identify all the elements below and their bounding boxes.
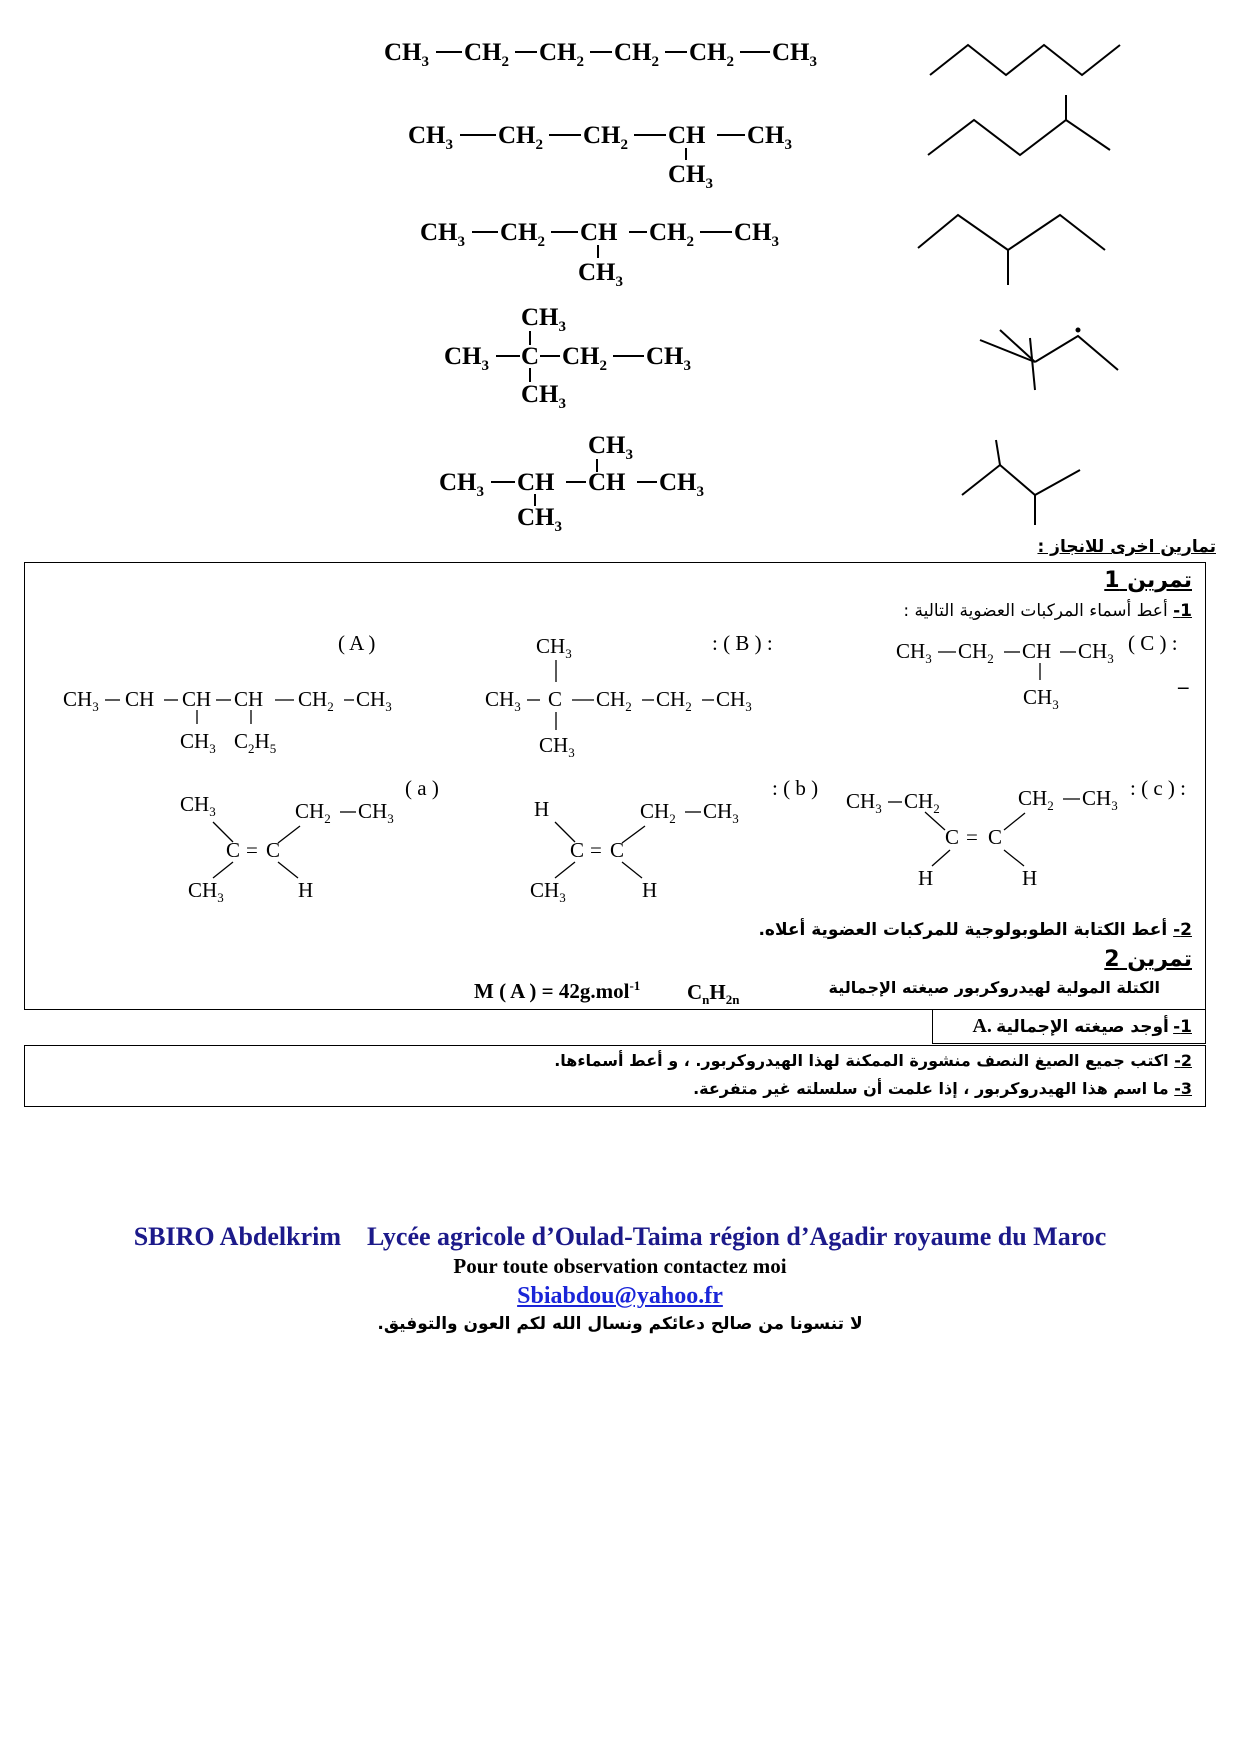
- svg-text:CH3: $CH_3$: [521, 381, 566, 412]
- svg-text:CH3: $CH_3$: [530, 878, 566, 905]
- molecule-b: [530, 797, 739, 905]
- svg-text:H: H: [298, 878, 314, 902]
- molecule-C: [896, 639, 1114, 712]
- label-B: : ( B ) :: [712, 631, 773, 655]
- svg-text:H: H: [534, 797, 550, 821]
- svg-text:CH: CH: [182, 687, 212, 711]
- svg-text:CH3: $CH_3$: [521, 304, 566, 335]
- svg-text:CH3: $CH_3$: [896, 639, 932, 666]
- svg-text:CH2: $CH_2$: [1018, 786, 1054, 813]
- svg-text:CH3: $CH_3$: [734, 219, 779, 250]
- svg-text:CH3: $CH_3$: [578, 259, 623, 290]
- svg-text:CH3: $CH_3$: [517, 504, 562, 535]
- svg-text:CH3: $CH_3$: [846, 789, 882, 816]
- example-2-2-dimethylbutane-formula: [444, 304, 691, 412]
- svg-text:CH3: $CH_3$: [408, 122, 453, 153]
- svg-text:CH3: $CH_3$: [180, 729, 216, 756]
- svg-text:CH2: $CH_2$: [500, 219, 545, 250]
- svg-text:C: C: [548, 687, 563, 711]
- svg-text:CH3: $CH_3$: [485, 687, 521, 714]
- svg-text:CH2: $CH_2$: [904, 789, 940, 816]
- svg-text:CH3: $CH_3$: [188, 878, 224, 905]
- label-A: ( A ): [338, 631, 376, 655]
- svg-text:CH3: $CH_3$: [539, 733, 575, 760]
- exercise-2-intro: الكتلة المولية لهيدروكربور صيغته الإجمالية: [828, 978, 1160, 997]
- label-C: ( C ) :: [1128, 631, 1178, 655]
- svg-text:CH2: $CH_2$: [649, 219, 694, 250]
- skeletal-hexane: [930, 45, 1120, 75]
- svg-text:C: C: [226, 838, 241, 862]
- svg-text:CH3: $CH_3$: [588, 432, 633, 463]
- skeletal-2-methylpentane: [928, 95, 1110, 155]
- svg-text:CH: CH: [1022, 639, 1052, 663]
- svg-text:CH2: $CH_2$: [498, 122, 543, 153]
- svg-text:CH: CH: [588, 469, 626, 496]
- exercise-1-title: تمرين 1: [1104, 568, 1192, 593]
- svg-text:CH3: $CH_3$: [444, 343, 489, 374]
- svg-text:CH2: $CH_2$: [596, 687, 632, 714]
- svg-text:CH3: $CH_3$: [1082, 786, 1118, 813]
- atom: CH: [384, 39, 422, 66]
- svg-text:CH: CH: [580, 219, 618, 246]
- svg-text:H: H: [1022, 866, 1038, 890]
- svg-text:CH3: $CH_3$: [439, 469, 484, 500]
- footer: [0, 1222, 1240, 1334]
- exercise-1-question-1: 1- أعط أسماء المركبات العضوية التالية :: [903, 601, 1192, 621]
- svg-text:CH3: $CH_3$: [703, 799, 739, 826]
- svg-text:H: H: [918, 866, 934, 890]
- svg-text:C: C: [610, 838, 625, 862]
- school-name: Lycée agricole d’Oulad-Taima région d’Agadir royaume du Maroc: [367, 1222, 1107, 1251]
- svg-text:CH3: $CH_3$: [1023, 685, 1059, 712]
- svg-text:CH: CH: [668, 122, 706, 149]
- svg-text:CH3: $CH_3$: [384, 39, 429, 70]
- exercise-2-question-1: 1- أوجد صيغته الإجمالية A.: [972, 1015, 1192, 1037]
- svg-text:CH3: $CH_3$: [772, 39, 817, 70]
- svg-text:CH3: $CH_3$: [646, 343, 691, 374]
- svg-text:CH3: $CH_3$: [668, 161, 713, 192]
- footer-prayer: لا تنسونا من صالح دعائكم ونسال الله لكم العون والتوفيق.: [377, 1314, 863, 1334]
- svg-text:H: H: [642, 878, 658, 902]
- example-2-3-dimethylbutane-formula: [439, 432, 704, 535]
- svg-text:CH2: $CH_2$: [689, 39, 734, 70]
- example-3-methylpentane-formula: [420, 219, 779, 290]
- exercise-1-formulas: [24, 562, 1206, 1010]
- exercise-2-question-3: 3- ما اسم هذا الهيدروكربور ، إذا علمت أن سلسلته غير متفرعة.: [693, 1079, 1192, 1098]
- footer-contact: Pour toute observation contactez moi: [453, 1254, 787, 1278]
- svg-text:C2H5: $C_2H_5$: [234, 729, 277, 756]
- exercise-2-question-2: 2- اكتب جميع الصيغ النصف منشورة الممكنة لهذا الهيدروكربور. ، و أعط أسماءها.: [554, 1051, 1192, 1070]
- svg-text:CH3: $CH_3$: [536, 634, 572, 661]
- svg-text:CH2: $CH_2$: [958, 639, 994, 666]
- svg-text:=: =: [246, 838, 258, 862]
- svg-text:CH2: $CH_2$: [464, 39, 509, 70]
- svg-text:CH3: $CH_3$: [63, 687, 99, 714]
- svg-text:=: =: [966, 825, 978, 849]
- svg-text:CH3: $CH_3$: [356, 687, 392, 714]
- skeletal-2-3-dimethylbutane: [962, 440, 1080, 525]
- exercise-2-molar-mass: M ( A ) = 42g.mol$^{-1}$: [474, 978, 641, 1003]
- svg-text:CH3: $CH_3$: [1078, 639, 1114, 666]
- svg-text:C: C: [570, 838, 585, 862]
- molecule-c: [846, 786, 1118, 890]
- svg-text:CH3: $CH_3$: [420, 219, 465, 250]
- author-name: SBIRO Abdelkrim: [133, 1222, 342, 1251]
- svg-text:CH2: $CH_2$: [583, 122, 628, 153]
- exercise-2-title: تمرين 2: [1104, 947, 1192, 972]
- svg-text:CH3: $CH_3$: [747, 122, 792, 153]
- svg-text:CH: CH: [517, 469, 555, 496]
- svg-text:CH2: $CH_2$: [640, 799, 676, 826]
- molecule-a: [180, 792, 394, 905]
- label-a: ( a ): [405, 776, 439, 800]
- example-hexane-formula: [384, 39, 817, 70]
- svg-text:CH2: $CH_2$: [656, 687, 692, 714]
- molecule-A: [63, 687, 392, 756]
- svg-text:C: C: [266, 838, 281, 862]
- svg-text:CH: CH: [125, 687, 155, 711]
- skeletal-3-methylpentane: [918, 215, 1105, 285]
- svg-text:CH3: $CH_3$: [358, 799, 394, 826]
- svg-text:CH3: $CH_3$: [716, 687, 752, 714]
- label-b: : ( b ): [772, 776, 819, 800]
- example-formulas: [0, 0, 1240, 545]
- svg-text:CH2: $CH_2$: [562, 343, 607, 374]
- svg-text:CH3: $CH_3$: [659, 469, 704, 500]
- label-c: : ( c ) :: [1130, 776, 1186, 800]
- footer-email-link[interactable]: Sbiabdou@yahoo.fr: [517, 1283, 723, 1309]
- svg-text:CH2: $CH_2$: [295, 799, 331, 826]
- svg-text:=: =: [590, 838, 602, 862]
- footer-author-line: [0, 1222, 1240, 1252]
- svg-text:CH: CH: [234, 687, 264, 711]
- skeletal-2-2-dimethylbutane: [980, 329, 1118, 391]
- svg-text:CH3: $CH_3$: [180, 792, 216, 819]
- exercise-2-formula: $C_nH_{2n}$: [687, 980, 740, 1008]
- other-exercises-heading: تمارين اخرى للانجاز :: [1037, 537, 1216, 557]
- svg-text:C: C: [988, 825, 1003, 849]
- svg-text:CH2: $CH_2$: [614, 39, 659, 70]
- example-2-methylpentane-formula: [408, 122, 792, 192]
- dash-mark: –: [1178, 674, 1189, 698]
- svg-text:CH2: $CH_2$: [298, 687, 334, 714]
- exercise-1-question-2: 2- أعط الكتابة الطوبولوجية للمركبات العضوية أعلاه.: [758, 920, 1192, 940]
- svg-text:C: C: [945, 825, 960, 849]
- svg-text:CH2: $CH_2$: [539, 39, 584, 70]
- svg-text:C: C: [521, 343, 540, 370]
